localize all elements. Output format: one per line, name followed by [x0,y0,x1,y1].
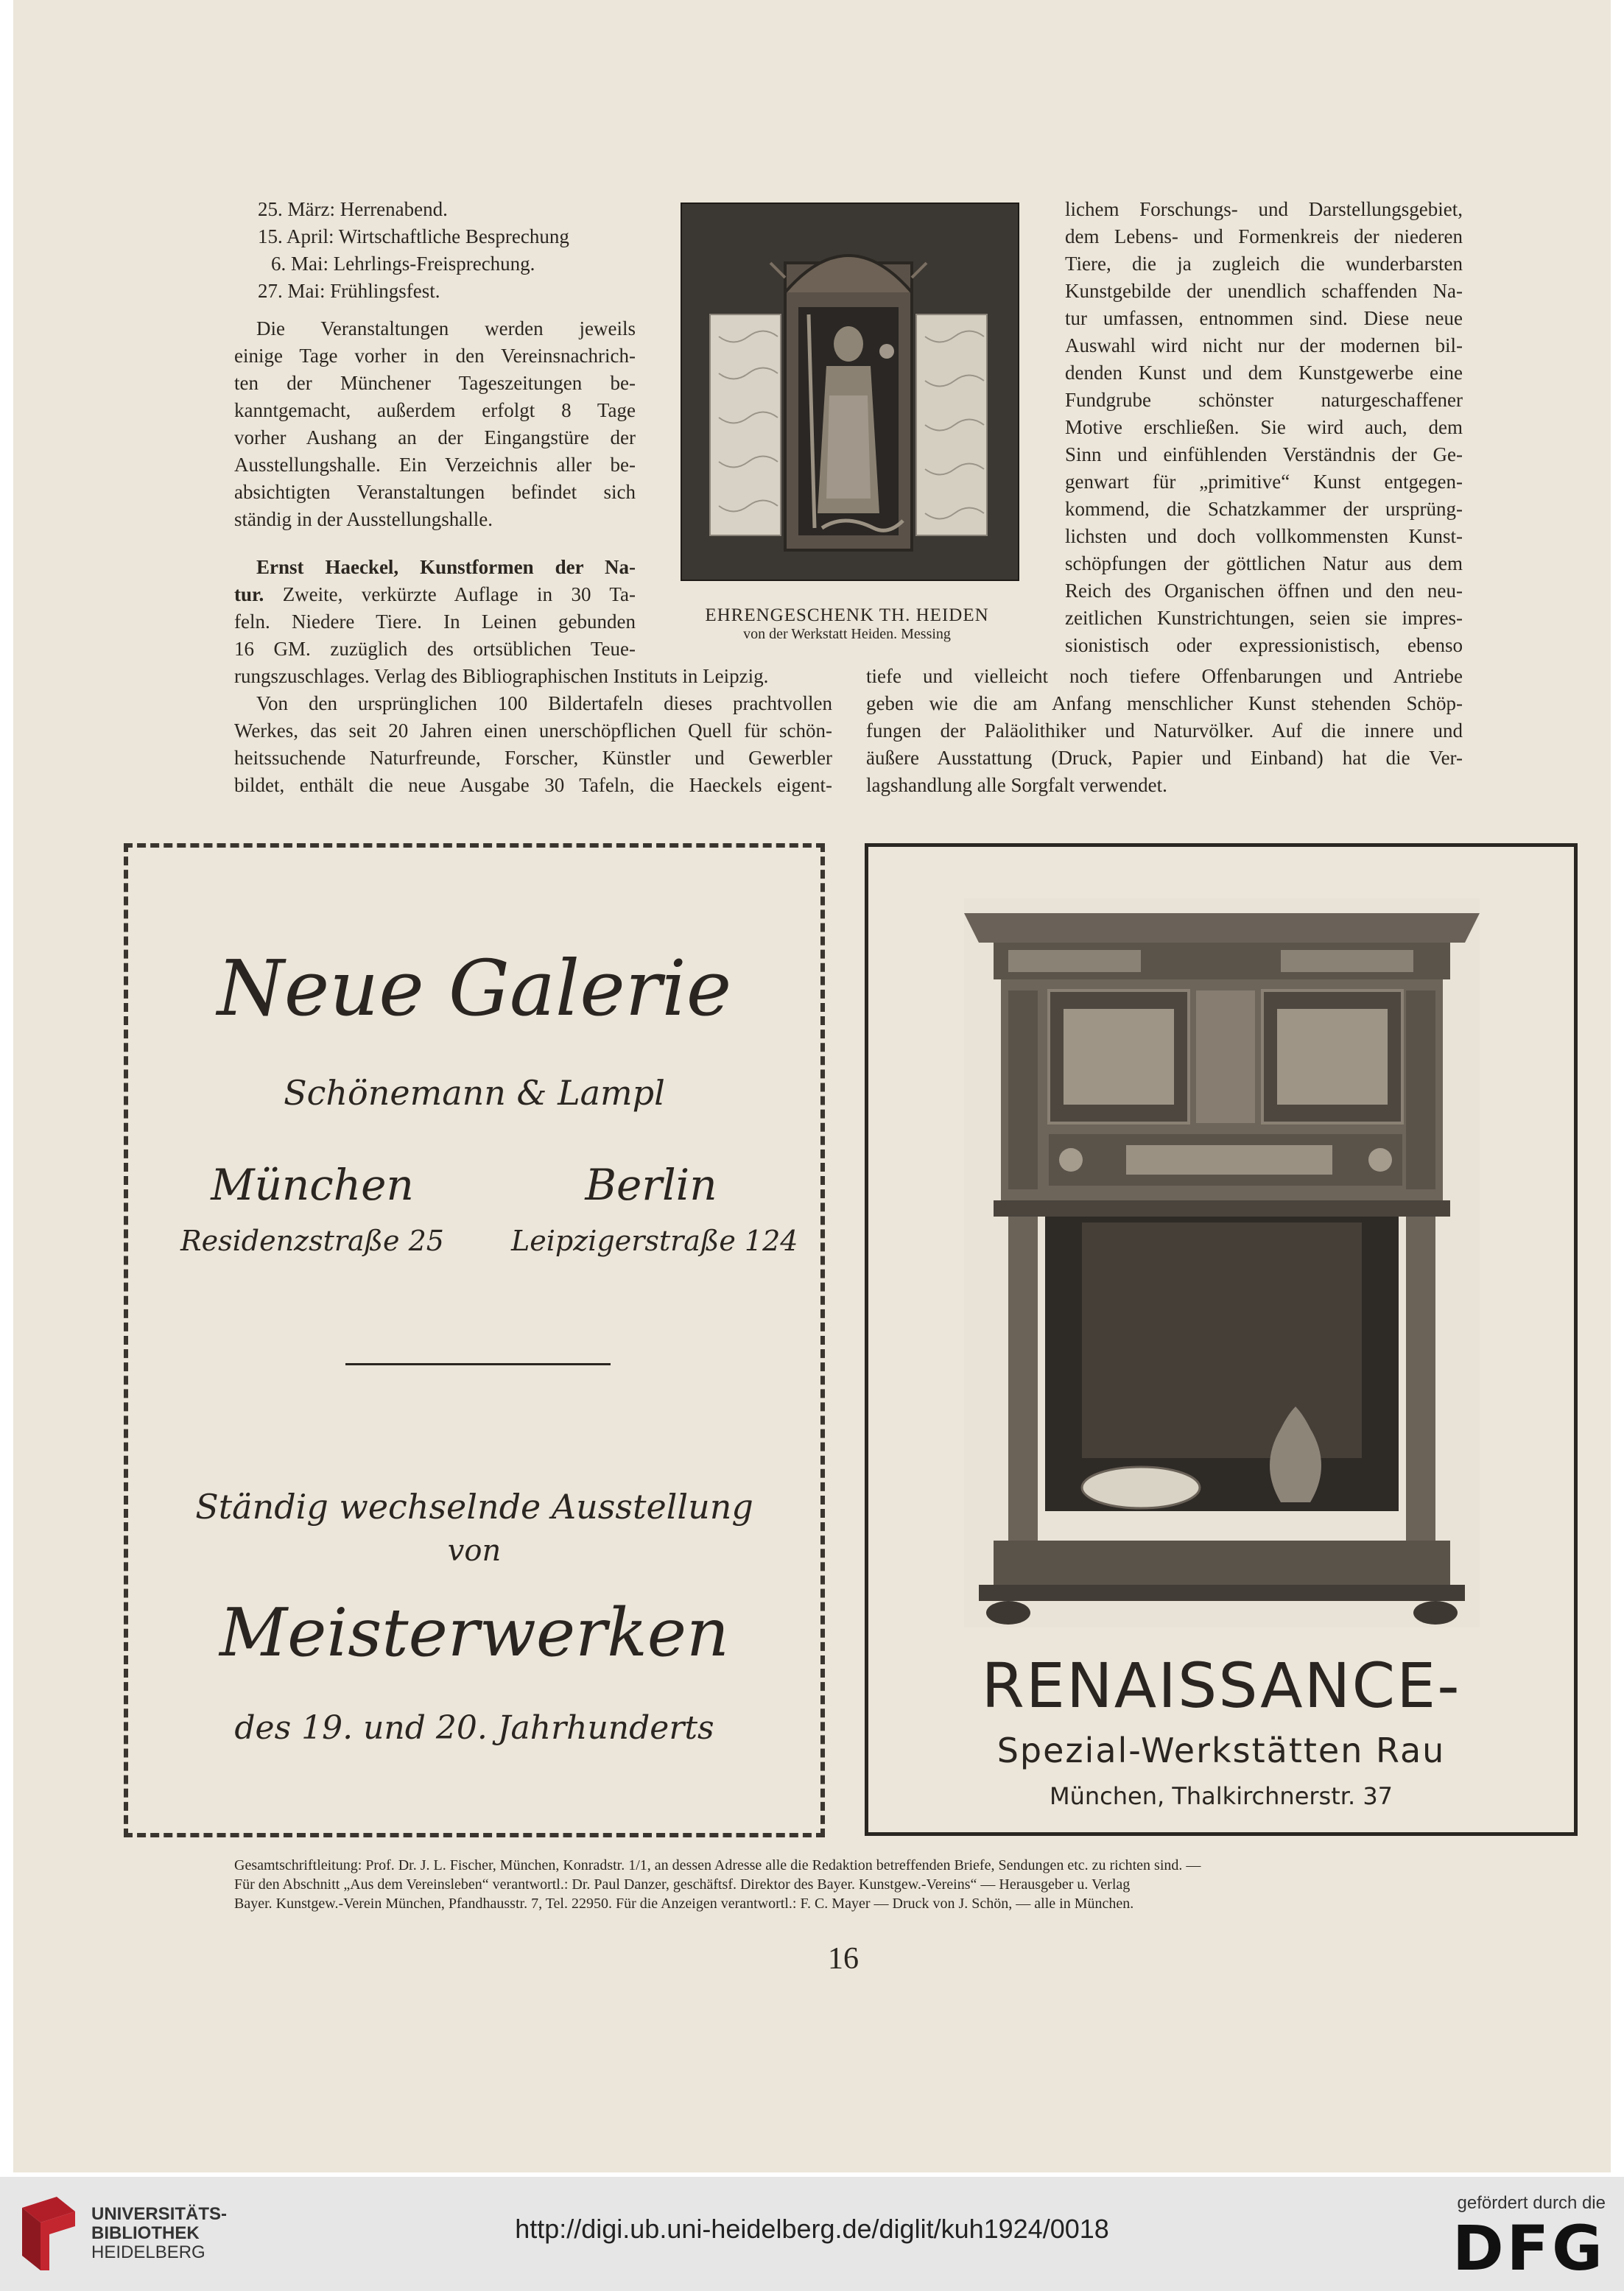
haeckel-title: Ernst Haeckel, Kunstformen der Na- [256,556,636,578]
haeckel-paragraph-cont: rungszuschlages. Verlag des Bibliographischen Instituts in Leipzig. Von den ursprünglichen 100 Bildertafeln dieses prachtvollen Werkes, das seit 20 Jahren einen unerschöpflichen Quell für schön- heitssuchende Naturfreunde, Forscher, Künstler und Gewerbler bildet, enthält die neue Ausgabe 30 Tafeln, die Haeckels eigent- [234,665,832,796]
date-row: 6. Mai: Lehrlings-Freisprechung. [271,253,535,275]
imprint: Gesamtschriftleitung: Prof. Dr. J. L. Fischer, München, Konradstr. 1/1, an dessen Adresse alle die Redaktion betreffenden Briefe, Sendungen etc. zu richten sind. — Für den Abschnitt „Aus dem Vereinsleben“ verantwortl.: Dr. Paul Danzer, geschäftsf. Direktor des Bayer. Kunstgew.-Vereins“ — Herausgeber u. Verlag Bayer. Kunstgew.-Verein München, Pfandhausstr. 7, Tel. 22950. Für die Anzeigen verantwortl.: F. C. Mayer — Druck von J. Schön, — alle in München. [234,1857,1201,1912]
renaissance-title: RENAISSANCE- [981,1650,1461,1722]
source-url[interactable]: http://digi.ub.uni-heidelberg.de/diglit/kuh1924/0018 [515,2214,1109,2244]
page-number: 16 [828,1942,859,1976]
date-row: 15. April: Wirtschaftliche Besprechung [258,225,569,247]
renaissance-cabinet-photo [964,898,1480,1627]
date-row: 25. März: Herrenabend. [258,198,448,220]
galerie-address-munich: Residenzstraße 25 [180,1225,444,1257]
galerie-owners: Schönemann & Lampl [284,1073,665,1113]
galerie-city-munich: München [211,1160,414,1210]
haeckel-review-wide: tiefe und vielleicht noch tiefere Offenbarungen und Antriebe geben wie die am Anfang menschlicher Kunst stehenden Schöp- fungen der Paläolithiker und Naturvölker. Auf die innere und äußere Ausstattung (Druck, Papier und Einband) hat die Ver- lagshandlung alle Sorgfalt verwendet. [866,665,1463,796]
galerie-address-berlin: Leipzigerstraße 124 [511,1225,798,1257]
renaissance-address: München, Thalkirchnerstr. 37 [1049,1782,1393,1810]
galerie-masterpieces: Meisterwerken [219,1594,729,1672]
footer-bar [0,2177,1624,2291]
galerie-centuries: des 19. und 20. Jahrhunderts [234,1709,714,1747]
haeckel-review-right: lichem Forschungs- und Darstellungsgebiet, dem Lebens- und Formenkreis der niederen Tiere, die ja zugleich die wunderbarsten Kunstgebilde der unendlich schaffenden Na- tur umfassen, entnommen sind. Diese neue Auswahl wird nicht nur der modernen bil- denden Kunst und dem Kunstgewerbe eine Fundgrube schönster naturgeschaffener Motive erschließen. Sie wird auch, dem Sinn und einfühlenden Verständnis der Ge- genwart für „primitive“ Kunst entgegen- kommend, die Schatzkammer der ursprüng- lichsten und doch vollkommensten Kunst- schöpfungen der göttlichen Natur aus dem Reich des Organischen öffnen und den neu- zeitlichen Kunstrichtungen, seien sie impres- sionistisch oder expressionistisch, ebenso [1065,198,1463,656]
galerie-exhibition-line: Ständig wechselnde Ausstellung [195,1487,753,1527]
ad-renaissance [865,843,1578,1836]
event-dates [258,196,569,305]
funded-by: gefördert durch die [1457,2193,1606,2213]
events-paragraph: Die Veranstaltungen werden jeweils einige Tage vorher in den Vereinsnachrich- ten der Münchener Tageszeitungen be- kanntgemacht, außerdem erfolgt 8 Tage vorher Aushang an der Eingangstüre der Ausstellungshalle. Ein Verzeichnis aller be- absichtigten Veranstaltungen befindet sich ständig in der Ausstellungshalle. [234,317,636,530]
date-row: 27. Mai: Frühlingsfest. [258,280,440,302]
galerie-name: Neue Galerie [217,943,732,1033]
galerie-city-berlin: Berlin [585,1160,717,1210]
haeckel-paragraph: Ernst Haeckel, Kunstformen der Na- tur. Zweite, verkürzte Auflage in 30 Ta- feln. Niedere Tiere. In Leinen gebunden 16 GM. zuzüglich des ortsüblichen Teue- [234,556,636,660]
photo-caption-title: EHRENGESCHENK TH. HEIDEN [705,605,989,625]
ornament-divider [345,1363,611,1365]
ad-neue-galerie [124,843,825,1837]
honorary-gift-photo [681,203,1019,581]
photo-caption-sub: von der Werkstatt Heiden. Messing [743,626,951,642]
library-name: UNIVERSITÄTS- BIBLIOTHEK HEIDELBERG [91,2204,228,2262]
renaissance-subtitle: Spezial-Werkstätten Rau [996,1731,1446,1770]
dfg-logo: DFG [1452,2212,1606,2284]
galerie-von: von [447,1534,502,1568]
triptych-image [682,204,1018,580]
